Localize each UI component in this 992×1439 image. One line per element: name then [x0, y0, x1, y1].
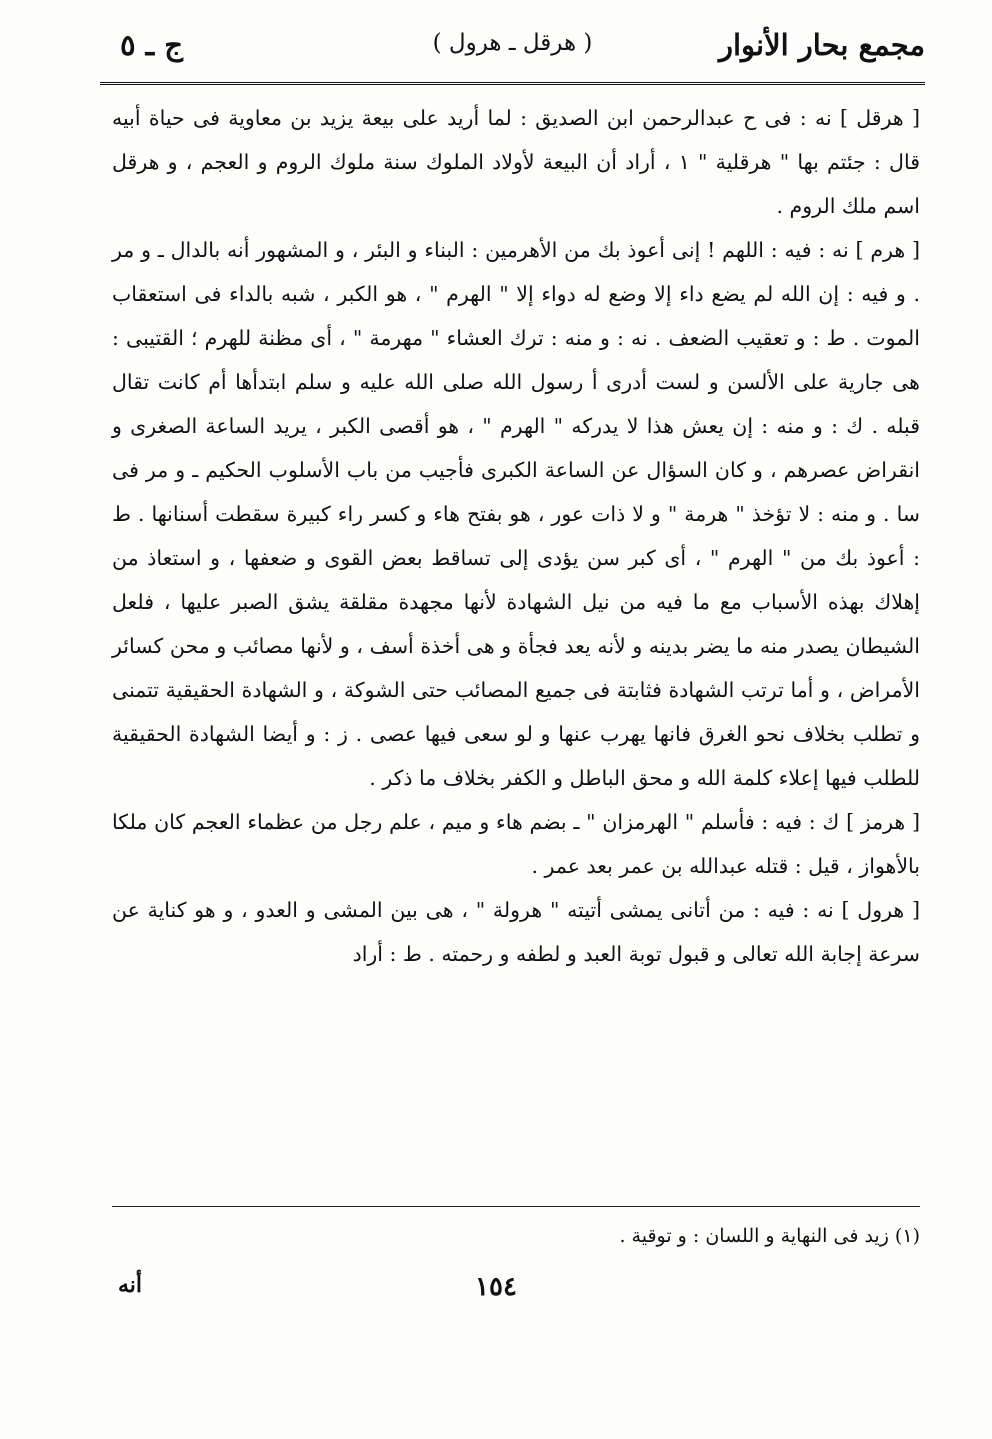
entry-haram: [ هرم ] نه : فيه : اللهم ! إنى أعوذ بك من الأهرمين : البناء و البئر ، و المشهور أنه بالدال ـ و مر . و فيه : إن الله لم يضع داء إلا وضع له دواء إلا " الهرم " ، هو الكبر ، شبه بالداء فى استعقاب الموت . ط : و تعقيب الضعف . نه : و منه : ترك العشاء " مهرمة " ، أى مظنة للهرم ؛ القتيبى : هى جارية على الألسن و لست أدرى أ رسول الله صلى الله عليه و سلم ابتدأها أم كانت تقال قبله . ك : و منه : إن يعش هذا لا يدركه " الهرم " ، هو أقصى الكبر ، يريد الساعة الصغرى و انقراض عصرهم ، و كان السؤال عن الساعة الكبرى فأجيب من باب الأسلوب الحكيم ـ و مر فى سا . و منه : لا تؤخذ " هرمة " و لا ذات عور ، هو بفتح هاء و كسر راء كبيرة سقطت أسنانها . ط : أعوذ بك من " الهرم " ، أى كبر سن يؤدى إلى تساقط بعض القوى و ضعفها ، و استعاذ من إهلاك بهذه الأسباب مع ما فيه من نيل الشهادة لأنها مجهدة مقلقة يشق الصبر عليها ، فلعل الشيطان يصدر منه ما يضر بدينه و لأنه يعد فجأة و هى أخذة أسف ، و لأنها مصائب و محن كسائر الأمراض ، و أما ترتب الشهادة فثابتة فى جميع المصائب حتى الشوكة ، و الشهادة الحقيقية تتمنى و تطلب بخلاف نحو الغرق فانها يهرب عنها و لو سعى فيها عصى . ز : و أيضا الشهادة الحقيقية للطلب فيها إعلاء كلمة الله و محق الباطل و الكفر بخلاف ما ذكر . — [112, 238, 920, 790]
header-rule — [100, 82, 925, 85]
book-title: مجمع بحار الأنوار — [719, 28, 925, 62]
running-header — [100, 28, 925, 78]
entry-hirqal: [ هرقل ] نه : فى ح عبدالرحمن ابن الصديق : لما أريد على بيعة يزيد بن معاوية فى حياة أبيه قال : جئتم بها " هرقلية " ١ ، أراد أن البيعة لأولاد الملوك سنة ملوك الروم و العجم ، و هرقل اسم ملك الروم . — [112, 106, 921, 218]
footnote-rule — [112, 1206, 920, 1207]
entry-hurmuz: [ هرمز ] ك : فيه : فأسلم " الهرمزان " ـ بضم هاء و ميم ، علم رجل من عظماء العجم كان ملكا بالأهواز ، قيل : قتله عبدالله بن عمر بعد عمر . — [112, 810, 920, 878]
entry-harwal: [ هرول ] نه : فيه : من أتانى يمشى أتيته " هرولة " ، هى بين المشى و العدو ، و هو كناية عن سرعة إجابة الله تعالى و قبول توبة العبد و لطفه و رحمته . ط : أراد — [112, 898, 920, 966]
main-text — [112, 96, 920, 976]
page-number: ١٥٤ — [475, 1272, 517, 1302]
footnote: (١) زيد فى النهاية و اللسان : و توقية . — [619, 1225, 920, 1247]
section-heading: ( هرقل ـ هرول ) — [432, 30, 593, 56]
catchword: أنه — [118, 1272, 143, 1298]
volume-label: ج ـ ٥ — [120, 28, 183, 62]
